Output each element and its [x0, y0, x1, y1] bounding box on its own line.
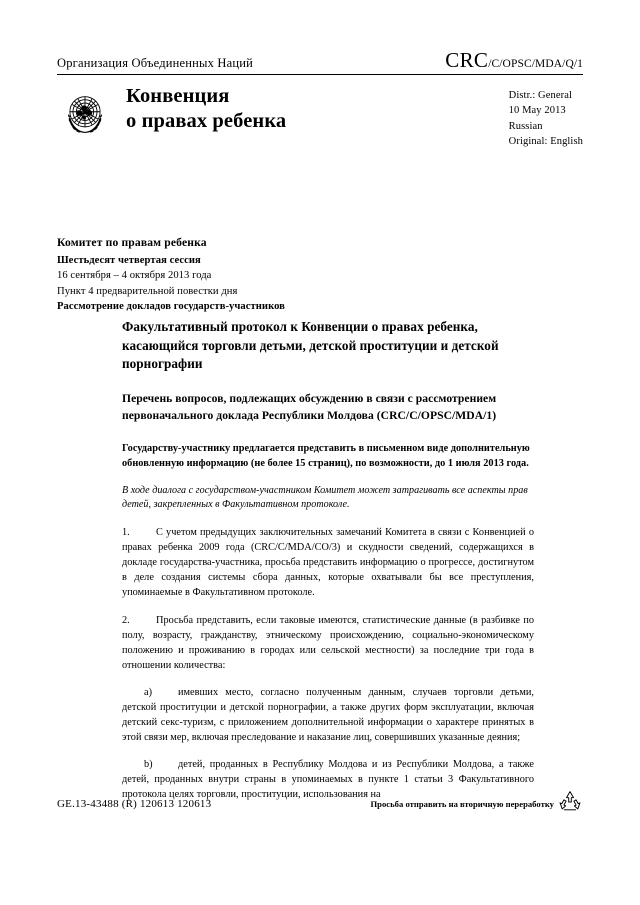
paragraph-2-number: 2.: [122, 614, 130, 626]
document-symbol-suffix: /C/OPSC/MDA/Q/1: [488, 58, 583, 70]
document-language: Russian: [508, 120, 543, 132]
subparagraph-b-number: b): [144, 759, 153, 771]
document-content: [122, 318, 534, 802]
page-footer: [57, 793, 583, 815]
convention-title-line2: о правах ребенка: [126, 110, 287, 133]
subparagraph-a: [122, 685, 534, 745]
distribution-block: [509, 84, 583, 150]
paragraph-2: [122, 613, 534, 673]
document-subtitle: Перечень вопросов, подлежащих обсуждению в связи с рассмотрением первоначального доклада Республики Молдова (CRC/C/OPSC/MDA/1): [122, 392, 497, 422]
agenda-item: Пункт 4 предварительной повестки дня: [57, 285, 238, 297]
dialogue-note: В ходе диалога с государством-участником Комитет может затрагивать все аспекты прав детей, закрепленных в Факультативном протоколе.: [122, 484, 528, 511]
committee-dates: 16 сентября – 4 октября 2013 года: [57, 270, 212, 282]
submission-instruction: Государству-участнику предлагается представить в письменном виде дополнительную обновленную информацию (не более 15 страниц), по возможности, до 1 июля 2013 года.: [122, 442, 530, 469]
paragraph-2-text: Просьба представить, если таковые имеются, статистические данные (в разбивке по полу, возрасту, гражданству, этническому происхождению, социально-экономическому положению и проживанию в городах или сельской местности) за последние три года в отношении количества:: [122, 614, 534, 671]
subparagraph-b-text: детей, проданных в Республику Молдова и из Республики Молдова, а также детей, проданных внутри страны в упоминаемых в пункте 1 статьи 3 Факультативного протокола целях торговли, проституции, использования на: [122, 759, 534, 801]
un-emblem-icon: [57, 86, 113, 142]
original-language: Original: English: [508, 136, 583, 148]
distribution-type: Distr.: General: [508, 90, 572, 101]
masthead: [57, 50, 583, 150]
document-date: 10 May 2013: [508, 105, 566, 117]
document-symbol-main: CRC: [445, 48, 489, 72]
emblem-and-title: [57, 84, 286, 142]
job-number: GE.13-43488 (R) 120613 120613: [57, 798, 212, 810]
paragraph-1: [122, 525, 534, 600]
committee-session: Шестьдесят четвертая сессия: [57, 254, 201, 266]
committee-name: Комитет по правам ребенка: [57, 236, 207, 249]
convention-title: [126, 84, 286, 135]
subparagraph-a-text: имевших место, согласно полученным данным, случаев торговли детьми, детской проституции и детской порнографии, а также других форм эксплуатации, включая детский секс-туризм, с приложением дополнительной информации о характере принятых в этой связи мер, включая преследование и наказание лиц, совершивших указанные деяния;: [122, 686, 534, 744]
masthead-divider: [57, 74, 583, 75]
paragraph-1-number: 1.: [122, 527, 130, 539]
organization-name: Организация Объединенных Наций: [57, 56, 254, 71]
paragraph-1-text: С учетом предыдущих заключительных замечаний Комитета в связи с Конвенцией о правах ребенка 2009 года (CRC/C/MDA/CO/3) и скудности сведений, содержащихся в докладе государства-участника, просьба представить информацию о прогрессе, достигнутом в деле создания системы сбора данных, которые охватывали бы все преступления, упоминаемые в Факультативном протоколе.: [122, 527, 534, 599]
document-symbol: [445, 50, 583, 71]
subparagraph-a-number: a): [144, 686, 153, 698]
recycle-notice: [370, 793, 583, 815]
committee-block: [57, 235, 387, 314]
agenda-item-title: Рассмотрение докладов государств-участников: [57, 300, 285, 312]
masthead-body-row: [57, 84, 583, 150]
document-title: Факультативный протокол к Конвенции о правах ребенка, касающийся торговли детьми, детской проституции и детской порнографии: [122, 319, 499, 372]
masthead-top-row: [57, 50, 583, 72]
convention-title-line1: Конвенция: [126, 85, 230, 107]
recycle-icon: [557, 789, 583, 815]
recycle-label: Просьба отправить на вторичную переработку: [370, 799, 554, 809]
